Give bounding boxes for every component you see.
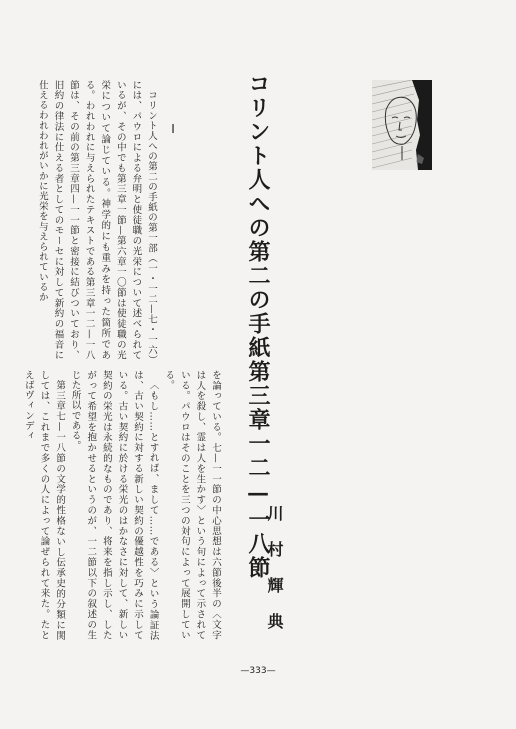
body-paragraph: 第三章七—一八節の文学的性格ないし伝承史的分類に関しては、これまで多くの人によって論ぜられて来た。たとえばヴィンディ: [22, 370, 66, 640]
page-number: —333—: [240, 666, 276, 676]
author-name: 川村輝典: [265, 505, 284, 649]
section-number: I: [166, 122, 180, 136]
body-column-right: [22, 370, 223, 640]
body-paragraph: を論っている。七—一一節の中心思想は六節後半の〈文字は人を殺し、霊は人を生かす〉という句によって示されている。パウロはそのことを三つの対句によって展開している。: [163, 370, 221, 640]
article-title: コリント人への第二の手紙第三章一二—一八節: [245, 72, 271, 580]
body-paragraph: コリント人への第二の手紙の第一部（一・一二—七・一六）には、パウロによる弁明と使徒職の光栄について述べられているが、その中でも第三章一節—第六章一〇節は使徒職の光栄について論じている。神学的にも重みを持った箇所である。われわれに与えられたテキストである第三章一二—一八節は、その前の第三章四—一一節と密接に結びついており、旧約の律法に仕える者としてのモーセに対して新約の福音に仕えるわれわれがいかに光栄を与えられているか: [36, 80, 157, 360]
body-column-left: [9, 80, 159, 360]
portrait-sketch-icon: [372, 80, 432, 170]
body-paragraph: 〈もし……とすれば、まして……である〉という論証法は、古い契約に対する新しい契約の優越性を巧みに示している。古い契約に於ける栄光のはかなさに対して、新しい契約の栄光は永続的なものであり、将来を指し示し、したがって希望を抱かせるというのが、一二節以下の叙述の生じた所以である。: [69, 370, 159, 640]
author-portrait-illustration: [372, 80, 432, 170]
